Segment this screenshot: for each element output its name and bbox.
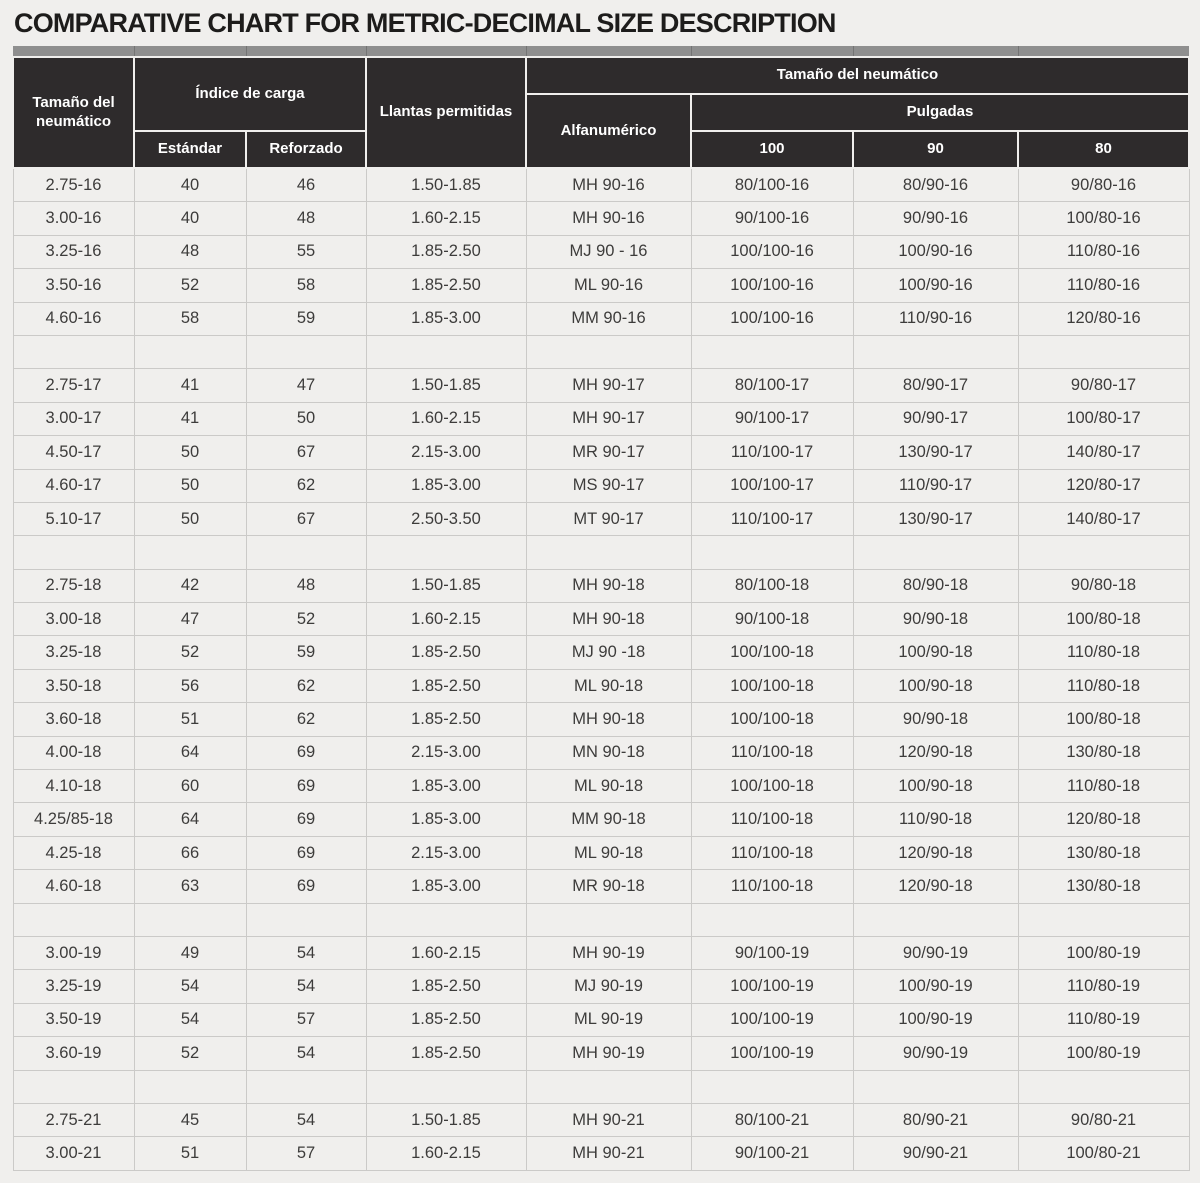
cell: 1.85-2.50 bbox=[366, 636, 526, 669]
cell: 42 bbox=[134, 569, 246, 602]
cell: 69 bbox=[246, 836, 366, 869]
cell: 100/100-18 bbox=[691, 703, 853, 736]
cell bbox=[134, 536, 246, 569]
cell: ML 90-19 bbox=[526, 1003, 691, 1036]
cell: MH 90-21 bbox=[526, 1103, 691, 1136]
cell: 1.60-2.15 bbox=[366, 936, 526, 969]
cell: 90/90-19 bbox=[853, 1037, 1018, 1070]
cell: 3.25-18 bbox=[13, 636, 134, 669]
cell: 3.60-19 bbox=[13, 1037, 134, 1070]
cell bbox=[246, 536, 366, 569]
cell bbox=[246, 335, 366, 368]
cell: 55 bbox=[246, 235, 366, 268]
table-row bbox=[13, 703, 1189, 736]
cell: 110/80-16 bbox=[1018, 269, 1189, 302]
cell: 3.00-18 bbox=[13, 603, 134, 636]
cell: 63 bbox=[134, 870, 246, 903]
cell: 1.60-2.15 bbox=[366, 402, 526, 435]
cell: 120/90-18 bbox=[853, 736, 1018, 769]
cell: 62 bbox=[246, 469, 366, 502]
cell: 100/100-19 bbox=[691, 1003, 853, 1036]
table-row bbox=[13, 202, 1189, 235]
cell: 2.75-21 bbox=[13, 1103, 134, 1136]
cell: MR 90-18 bbox=[526, 870, 691, 903]
cell: 130/80-18 bbox=[1018, 736, 1189, 769]
column-header-inch-80: 80 bbox=[1018, 131, 1189, 168]
cell: 120/80-17 bbox=[1018, 469, 1189, 502]
table-row bbox=[13, 669, 1189, 702]
cell: 51 bbox=[134, 1137, 246, 1170]
cell: 100/80-19 bbox=[1018, 1037, 1189, 1070]
cell: 90/100-17 bbox=[691, 402, 853, 435]
cell: 100/100-16 bbox=[691, 302, 853, 335]
cell: MH 90-19 bbox=[526, 936, 691, 969]
separator-row bbox=[13, 335, 1189, 368]
cell: 80/100-17 bbox=[691, 369, 853, 402]
cell: MM 90-16 bbox=[526, 302, 691, 335]
cell: 90/100-19 bbox=[691, 936, 853, 969]
header-strip-cell bbox=[13, 46, 134, 57]
cell bbox=[13, 536, 134, 569]
cell: ML 90-18 bbox=[526, 669, 691, 702]
cell bbox=[691, 903, 853, 936]
cell: 80/100-18 bbox=[691, 569, 853, 602]
cell: 100/90-16 bbox=[853, 235, 1018, 268]
cell: 130/80-18 bbox=[1018, 870, 1189, 903]
cell: 50 bbox=[246, 402, 366, 435]
cell: 4.25/85-18 bbox=[13, 803, 134, 836]
cell: 90/90-21 bbox=[853, 1137, 1018, 1170]
cell: 1.60-2.15 bbox=[366, 1137, 526, 1170]
cell: 90/90-19 bbox=[853, 936, 1018, 969]
cell: 47 bbox=[134, 603, 246, 636]
cell: 140/80-17 bbox=[1018, 436, 1189, 469]
cell: 67 bbox=[246, 502, 366, 535]
cell bbox=[134, 903, 246, 936]
cell: MH 90-21 bbox=[526, 1137, 691, 1170]
table-row bbox=[13, 369, 1189, 402]
cell: 110/80-18 bbox=[1018, 669, 1189, 702]
column-header-tire-size-left: Tamaño del neumático bbox=[13, 57, 134, 168]
cell: 1.85-2.50 bbox=[366, 703, 526, 736]
cell: 1.50-1.85 bbox=[366, 168, 526, 202]
cell: 100/100-16 bbox=[691, 269, 853, 302]
cell: 100/90-18 bbox=[853, 636, 1018, 669]
cell: 1.85-2.50 bbox=[366, 669, 526, 702]
cell: 100/80-19 bbox=[1018, 936, 1189, 969]
cell: 100/90-19 bbox=[853, 1003, 1018, 1036]
cell: 1.85-3.00 bbox=[366, 302, 526, 335]
cell: 2.15-3.00 bbox=[366, 736, 526, 769]
column-header-reinforced: Reforzado bbox=[246, 131, 366, 168]
column-header-inch-90: 90 bbox=[853, 131, 1018, 168]
column-header-rims: Llantas permitidas bbox=[366, 57, 526, 168]
cell: 40 bbox=[134, 168, 246, 202]
cell: 1.50-1.85 bbox=[366, 569, 526, 602]
cell: 41 bbox=[134, 402, 246, 435]
cell: 3.50-19 bbox=[13, 1003, 134, 1036]
cell bbox=[1018, 1070, 1189, 1103]
table-row bbox=[13, 168, 1189, 202]
cell: 100/100-18 bbox=[691, 770, 853, 803]
cell: 54 bbox=[134, 970, 246, 1003]
cell: 50 bbox=[134, 502, 246, 535]
cell: 4.60-17 bbox=[13, 469, 134, 502]
table-row bbox=[13, 469, 1189, 502]
cell: 48 bbox=[246, 202, 366, 235]
cell: 100/100-18 bbox=[691, 669, 853, 702]
table-header bbox=[13, 46, 1189, 168]
cell: 67 bbox=[246, 436, 366, 469]
cell: 100/100-17 bbox=[691, 469, 853, 502]
cell: 130/80-18 bbox=[1018, 836, 1189, 869]
cell: 110/80-18 bbox=[1018, 636, 1189, 669]
cell: 3.50-16 bbox=[13, 269, 134, 302]
cell: 110/100-17 bbox=[691, 502, 853, 535]
cell: MS 90-17 bbox=[526, 469, 691, 502]
cell: 90/90-18 bbox=[853, 703, 1018, 736]
cell: 100/90-19 bbox=[853, 970, 1018, 1003]
table-row bbox=[13, 1103, 1189, 1136]
cell: 100/100-19 bbox=[691, 970, 853, 1003]
cell: MT 90-17 bbox=[526, 502, 691, 535]
cell: 1.85-2.50 bbox=[366, 1003, 526, 1036]
cell: 110/90-17 bbox=[853, 469, 1018, 502]
page-title: COMPARATIVE CHART FOR METRIC-DECIMAL SIZE DESCRIPTION bbox=[14, 8, 836, 38]
cell: 1.85-3.00 bbox=[366, 770, 526, 803]
cell: 80/90-17 bbox=[853, 369, 1018, 402]
cell bbox=[1018, 335, 1189, 368]
cell: 1.85-3.00 bbox=[366, 469, 526, 502]
cell: 3.00-19 bbox=[13, 936, 134, 969]
cell: 52 bbox=[134, 269, 246, 302]
cell: 130/90-17 bbox=[853, 502, 1018, 535]
cell: 57 bbox=[246, 1137, 366, 1170]
cell: 2.75-17 bbox=[13, 369, 134, 402]
cell: ML 90-18 bbox=[526, 770, 691, 803]
cell: 100/80-17 bbox=[1018, 402, 1189, 435]
cell: 100/80-18 bbox=[1018, 603, 1189, 636]
header-strip-cell bbox=[691, 46, 853, 57]
cell bbox=[13, 903, 134, 936]
cell: 3.25-16 bbox=[13, 235, 134, 268]
cell: 120/90-18 bbox=[853, 836, 1018, 869]
cell: 51 bbox=[134, 703, 246, 736]
cell: 57 bbox=[246, 1003, 366, 1036]
cell: 90/100-16 bbox=[691, 202, 853, 235]
cell bbox=[134, 335, 246, 368]
cell bbox=[246, 1070, 366, 1103]
cell: 120/80-16 bbox=[1018, 302, 1189, 335]
cell bbox=[526, 903, 691, 936]
cell: 4.25-18 bbox=[13, 836, 134, 869]
cell: 52 bbox=[246, 603, 366, 636]
table-row bbox=[13, 1003, 1189, 1036]
cell: 3.25-19 bbox=[13, 970, 134, 1003]
table-row bbox=[13, 836, 1189, 869]
cell: 110/90-16 bbox=[853, 302, 1018, 335]
cell: ML 90-18 bbox=[526, 836, 691, 869]
cell: 2.15-3.00 bbox=[366, 436, 526, 469]
table-row bbox=[13, 436, 1189, 469]
table-row bbox=[13, 569, 1189, 602]
cell: 2.75-16 bbox=[13, 168, 134, 202]
cell: 69 bbox=[246, 770, 366, 803]
cell: 90/80-18 bbox=[1018, 569, 1189, 602]
cell: 80/90-18 bbox=[853, 569, 1018, 602]
cell: 64 bbox=[134, 803, 246, 836]
cell: 80/90-16 bbox=[853, 168, 1018, 202]
cell: 1.85-2.50 bbox=[366, 269, 526, 302]
table-row bbox=[13, 302, 1189, 335]
cell: 3.00-21 bbox=[13, 1137, 134, 1170]
cell: 52 bbox=[134, 1037, 246, 1070]
cell: 100/90-18 bbox=[853, 770, 1018, 803]
separator-row bbox=[13, 903, 1189, 936]
table-row bbox=[13, 1037, 1189, 1070]
separator-row bbox=[13, 536, 1189, 569]
cell: 90/90-18 bbox=[853, 603, 1018, 636]
cell bbox=[366, 536, 526, 569]
cell bbox=[853, 536, 1018, 569]
cell: 110/100-18 bbox=[691, 736, 853, 769]
table-row bbox=[13, 636, 1189, 669]
cell: 100/80-18 bbox=[1018, 703, 1189, 736]
cell: 100/100-16 bbox=[691, 235, 853, 268]
table-row bbox=[13, 402, 1189, 435]
cell: 1.60-2.15 bbox=[366, 202, 526, 235]
cell bbox=[691, 1070, 853, 1103]
cell bbox=[526, 536, 691, 569]
separator-row bbox=[13, 1070, 1189, 1103]
cell: 54 bbox=[246, 936, 366, 969]
cell: 3.00-16 bbox=[13, 202, 134, 235]
cell: 3.50-18 bbox=[13, 669, 134, 702]
cell: MM 90-18 bbox=[526, 803, 691, 836]
table-row bbox=[13, 269, 1189, 302]
table-row bbox=[13, 603, 1189, 636]
cell: 2.75-18 bbox=[13, 569, 134, 602]
cell: 50 bbox=[134, 436, 246, 469]
cell: 110/80-16 bbox=[1018, 235, 1189, 268]
cell: 60 bbox=[134, 770, 246, 803]
cell: MJ 90 - 16 bbox=[526, 235, 691, 268]
cell: 1.85-3.00 bbox=[366, 803, 526, 836]
cell: 100/100-18 bbox=[691, 636, 853, 669]
column-header-alphanumeric: Alfanumérico bbox=[526, 94, 691, 168]
cell: 110/80-19 bbox=[1018, 1003, 1189, 1036]
cell: 3.60-18 bbox=[13, 703, 134, 736]
table-body bbox=[13, 168, 1189, 1170]
cell: 1.50-1.85 bbox=[366, 369, 526, 402]
cell: MJ 90-19 bbox=[526, 970, 691, 1003]
cell: 110/100-18 bbox=[691, 870, 853, 903]
cell: MH 90-16 bbox=[526, 202, 691, 235]
cell: MH 90-19 bbox=[526, 1037, 691, 1070]
cell bbox=[246, 903, 366, 936]
cell: 90/100-21 bbox=[691, 1137, 853, 1170]
cell: 110/100-18 bbox=[691, 836, 853, 869]
column-header-inch-100: 100 bbox=[691, 131, 853, 168]
cell: 40 bbox=[134, 202, 246, 235]
cell: 47 bbox=[246, 369, 366, 402]
cell: 80/100-16 bbox=[691, 168, 853, 202]
cell: 2.50-3.50 bbox=[366, 502, 526, 535]
cell: MH 90-17 bbox=[526, 369, 691, 402]
cell: 80/90-21 bbox=[853, 1103, 1018, 1136]
cell bbox=[526, 335, 691, 368]
cell: 90/90-16 bbox=[853, 202, 1018, 235]
cell: 54 bbox=[246, 1037, 366, 1070]
cell: 100/100-19 bbox=[691, 1037, 853, 1070]
cell: 110/80-19 bbox=[1018, 970, 1189, 1003]
table-row bbox=[13, 736, 1189, 769]
cell: 59 bbox=[246, 302, 366, 335]
cell bbox=[526, 1070, 691, 1103]
cell bbox=[853, 335, 1018, 368]
table-row bbox=[13, 1137, 1189, 1170]
cell: 100/80-16 bbox=[1018, 202, 1189, 235]
cell: MH 90-16 bbox=[526, 168, 691, 202]
cell: 54 bbox=[246, 1103, 366, 1136]
cell: 140/80-17 bbox=[1018, 502, 1189, 535]
cell: MH 90-18 bbox=[526, 703, 691, 736]
header-strip-cell bbox=[246, 46, 366, 57]
cell: 59 bbox=[246, 636, 366, 669]
cell: 49 bbox=[134, 936, 246, 969]
cell: 69 bbox=[246, 736, 366, 769]
cell: 110/100-17 bbox=[691, 436, 853, 469]
cell: 58 bbox=[134, 302, 246, 335]
cell: MJ 90 -18 bbox=[526, 636, 691, 669]
cell: 64 bbox=[134, 736, 246, 769]
cell bbox=[366, 335, 526, 368]
cell: 4.10-18 bbox=[13, 770, 134, 803]
cell: 58 bbox=[246, 269, 366, 302]
cell: 80/100-21 bbox=[691, 1103, 853, 1136]
table-row bbox=[13, 936, 1189, 969]
cell: 5.10-17 bbox=[13, 502, 134, 535]
header-strip-cell bbox=[853, 46, 1018, 57]
cell bbox=[691, 536, 853, 569]
cell bbox=[853, 903, 1018, 936]
cell: 1.85-2.50 bbox=[366, 235, 526, 268]
cell bbox=[691, 335, 853, 368]
cell bbox=[13, 335, 134, 368]
cell: 1.85-3.00 bbox=[366, 870, 526, 903]
cell: 110/80-18 bbox=[1018, 770, 1189, 803]
cell: 54 bbox=[246, 970, 366, 1003]
cell: 2.15-3.00 bbox=[366, 836, 526, 869]
cell: MR 90-17 bbox=[526, 436, 691, 469]
cell: 130/90-17 bbox=[853, 436, 1018, 469]
cell bbox=[853, 1070, 1018, 1103]
cell: ML 90-16 bbox=[526, 269, 691, 302]
cell: 90/100-18 bbox=[691, 603, 853, 636]
cell: 90/80-17 bbox=[1018, 369, 1189, 402]
cell bbox=[1018, 536, 1189, 569]
cell: 62 bbox=[246, 669, 366, 702]
comparison-table bbox=[12, 46, 1190, 1171]
cell: 41 bbox=[134, 369, 246, 402]
table-row bbox=[13, 502, 1189, 535]
header-strip-cell bbox=[1018, 46, 1189, 57]
cell bbox=[1018, 903, 1189, 936]
column-header-load-index: Índice de carga bbox=[134, 57, 366, 131]
cell: 90/80-21 bbox=[1018, 1103, 1189, 1136]
column-header-inches: Pulgadas bbox=[691, 94, 1189, 131]
cell bbox=[366, 903, 526, 936]
column-header-tire-size-right: Tamaño del neumático bbox=[526, 57, 1189, 94]
cell: 62 bbox=[246, 703, 366, 736]
header-top-strip bbox=[13, 46, 1189, 57]
cell: MH 90-18 bbox=[526, 603, 691, 636]
cell: 4.60-16 bbox=[13, 302, 134, 335]
cell: 110/90-18 bbox=[853, 803, 1018, 836]
cell: 52 bbox=[134, 636, 246, 669]
cell: 45 bbox=[134, 1103, 246, 1136]
cell: 1.50-1.85 bbox=[366, 1103, 526, 1136]
table-row bbox=[13, 770, 1189, 803]
cell: 100/90-18 bbox=[853, 669, 1018, 702]
cell: 48 bbox=[246, 569, 366, 602]
cell: 4.00-18 bbox=[13, 736, 134, 769]
cell: 90/80-16 bbox=[1018, 168, 1189, 202]
cell: 1.60-2.15 bbox=[366, 603, 526, 636]
cell: 120/90-18 bbox=[853, 870, 1018, 903]
header-strip-cell bbox=[366, 46, 526, 57]
cell: 1.85-2.50 bbox=[366, 1037, 526, 1070]
cell: 4.50-17 bbox=[13, 436, 134, 469]
cell: MN 90-18 bbox=[526, 736, 691, 769]
header-strip-cell bbox=[134, 46, 246, 57]
cell: 100/80-21 bbox=[1018, 1137, 1189, 1170]
cell: 66 bbox=[134, 836, 246, 869]
cell: 69 bbox=[246, 870, 366, 903]
cell: 120/80-18 bbox=[1018, 803, 1189, 836]
cell: 100/90-16 bbox=[853, 269, 1018, 302]
cell: 90/90-17 bbox=[853, 402, 1018, 435]
cell: 46 bbox=[246, 168, 366, 202]
cell: 4.60-18 bbox=[13, 870, 134, 903]
cell: 69 bbox=[246, 803, 366, 836]
cell: 54 bbox=[134, 1003, 246, 1036]
cell bbox=[13, 1070, 134, 1103]
cell: 110/100-18 bbox=[691, 803, 853, 836]
cell: 50 bbox=[134, 469, 246, 502]
cell: MH 90-17 bbox=[526, 402, 691, 435]
cell: 48 bbox=[134, 235, 246, 268]
cell: MH 90-18 bbox=[526, 569, 691, 602]
cell: 3.00-17 bbox=[13, 402, 134, 435]
column-header-standard: Estándar bbox=[134, 131, 246, 168]
cell: 1.85-2.50 bbox=[366, 970, 526, 1003]
table-row bbox=[13, 803, 1189, 836]
header-strip-cell bbox=[526, 46, 691, 57]
cell bbox=[134, 1070, 246, 1103]
cell bbox=[366, 1070, 526, 1103]
cell: 56 bbox=[134, 669, 246, 702]
table-row bbox=[13, 235, 1189, 268]
table-row bbox=[13, 870, 1189, 903]
table-row bbox=[13, 970, 1189, 1003]
